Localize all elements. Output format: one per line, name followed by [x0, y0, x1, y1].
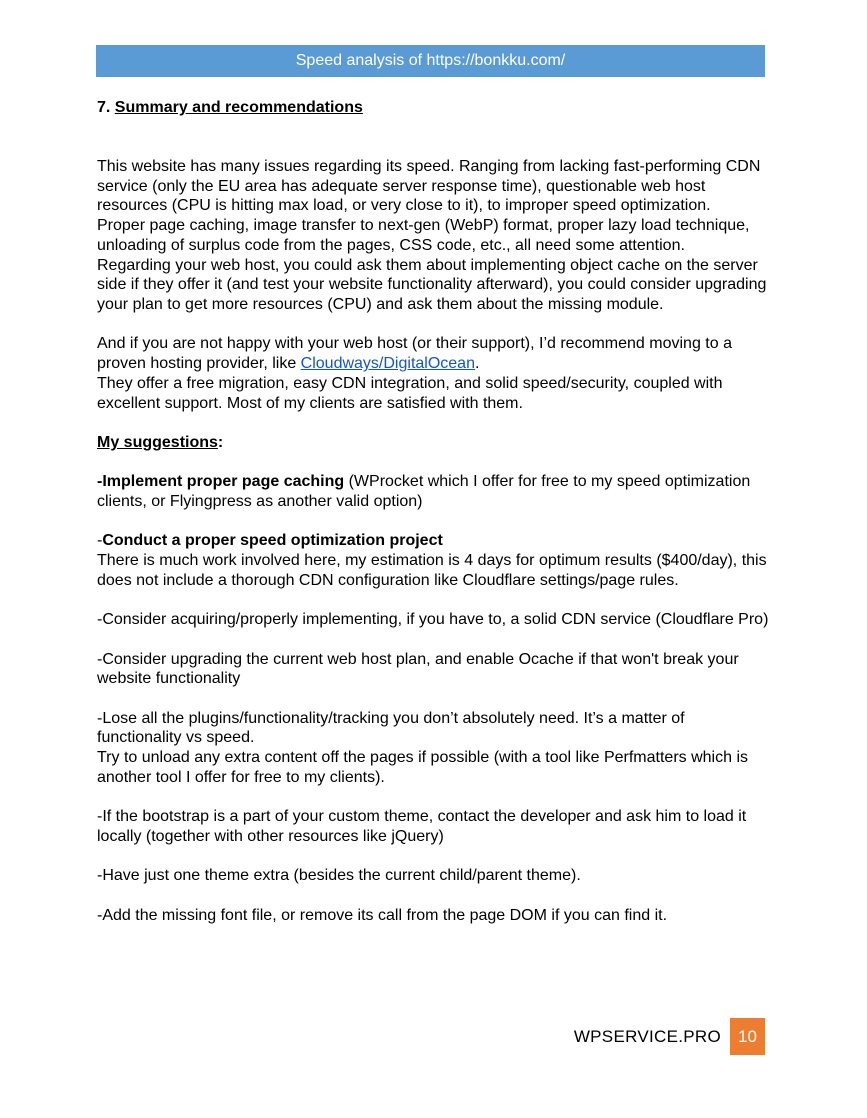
document-header — [96, 45, 765, 77]
suggestion-speed-project-title: -Conduct a proper speed optimization project — [97, 532, 443, 550]
suggestion-font-file: -Add the missing font file, or remove its call from the page DOM if you can find it. — [97, 906, 668, 924]
summary-paragraph-5: They offer a free migration, easy CDN integration, and solid speed/security, coupled with excellent support. Most of my clients are satisfied with them. — [97, 374, 723, 412]
summary-paragraph-3: Regarding your web host, you could ask them about implementing object cache on the server side if they offer it (and test your website functionality afterward), you could consider upgrading your plan to get more resources (CPU) and ask them about the missing module. — [97, 256, 767, 313]
section-number: 7. — [97, 99, 115, 116]
suggestions-heading: My suggestions: — [97, 433, 224, 451]
document-footer — [574, 1018, 765, 1055]
page-number-badge: 10 — [730, 1018, 765, 1055]
section-title: Summary and recommendations — [114, 99, 363, 116]
document-body — [97, 98, 769, 925]
summary-paragraph-2: Proper page caching, image transfer to next-gen (WebP) format, proper lazy load technique, unloading of surplus code from the pages, CSS code, etc., all need some attention. — [97, 217, 750, 254]
suggestion-theme: -Have just one theme extra (besides the current child/parent theme). — [97, 867, 581, 885]
suggestion-bootstrap: -If the bootstrap is a part of your custom theme, contact the developer and ask him to load it locally (together with other resources like jQuery) — [97, 808, 747, 845]
suggestion-speed-project-body: There is much work involved here, my estimation is 4 days for optimum results ($400/day), this does not include a thorough CDN configuration like Cloudflare settings/page rules. — [97, 552, 767, 589]
suggestion-page-caching: -Implement proper page caching (WProcket which I offer for free to my speed optimization clients, or Flyingpress as another valid option) — [97, 473, 751, 510]
suggestion-plugins: -Lose all the plugins/functionality/tracking you don’t absolutely need. It’s a matter of functionality vs speed. — [97, 709, 685, 747]
suggestion-web-host: -Consider upgrading the current web host plan, and enable Ocache if that won't break your website functionality — [97, 650, 739, 688]
header-title: Speed analysis of https://bonkku.com/ — [295, 52, 566, 69]
suggestion-unload-content: Try to unload any extra content off the pages if possible (with a tool like Perfmatters which is another tool I offer for free to my clients). — [97, 749, 748, 786]
summary-paragraph-1: This website has many issues regarding its speed. Ranging from lacking fast-performing CDN service (only the EU area has adequate server response time), questionable web host resources (CPU is hitting max load, or very close to it), to improper speed optimization. — [97, 158, 761, 215]
cloudways-link[interactable]: Cloudways/DigitalOcean — [300, 355, 475, 373]
suggestion-cdn: -Consider acquiring/properly implementing, if you have to, a solid CDN service (Cloudflare Pro) — [97, 611, 769, 629]
summary-paragraph-4: And if you are not happy with your web host (or their support), I’d recommend moving to a proven hosting provider, like Cloudways/DigitalOcean. — [97, 335, 732, 373]
footer-brand: WPSERVICE.PRO — [573, 1026, 721, 1046]
section-heading — [97, 98, 769, 118]
